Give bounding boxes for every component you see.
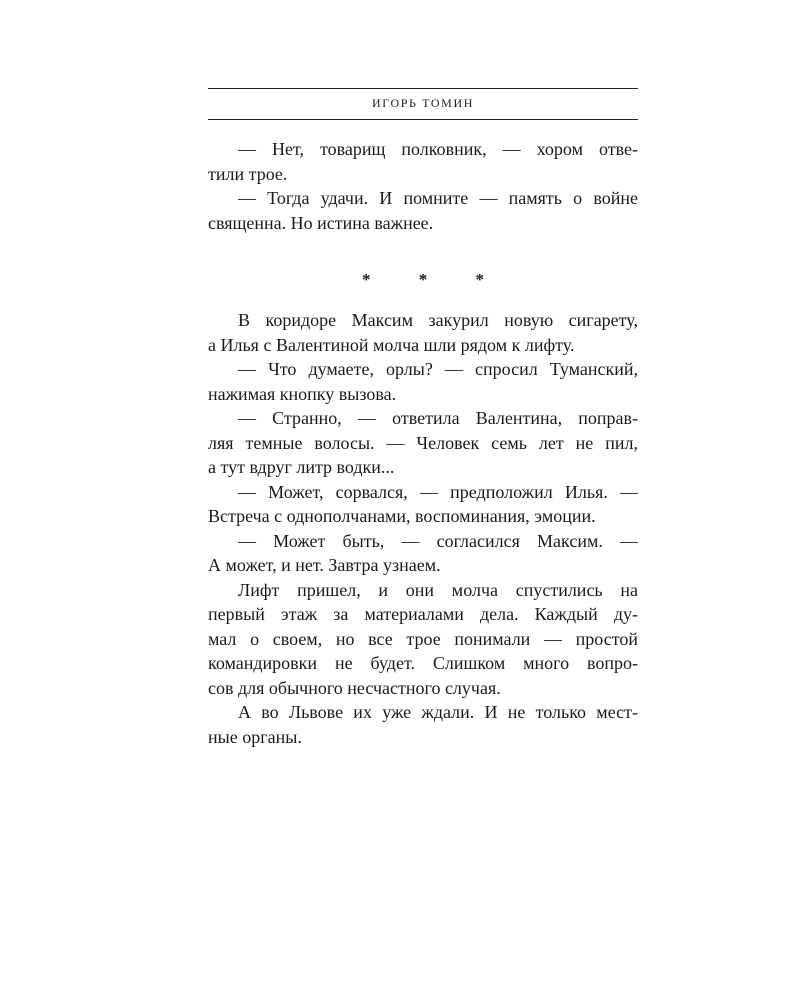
text-line: — Может, сорвался, — предположил Илья. — — [238, 481, 638, 502]
text-line: мал о своем, но все трое понимали — простой — [208, 628, 638, 649]
section-break: * * * — [362, 270, 506, 289]
text-line: — Нет, товарищ полковник, — хором отве- — [238, 139, 638, 159]
text-line: ляя темные волосы. — Человек семь лет не пил, — [208, 432, 638, 453]
text-line: сов для обычного несчастного случая. — [208, 677, 501, 698]
header-rule-bottom — [208, 119, 638, 120]
text-line: командировки не будет. Слишком много вопро- — [208, 653, 638, 673]
text-line: а тут вдруг литр водки... — [208, 457, 395, 477]
text-line: — Тогда удачи. И помните — память о войне — [238, 188, 638, 208]
text-line: В коридоре Максим закурил новую сигарету, — [238, 310, 638, 330]
text-line: первый этаж за материалами дела. Каждый ду- — [208, 604, 638, 624]
running-head: ИГОРЬ ТОМИН — [372, 96, 474, 110]
text-line: А во Львове их уже ждали. И не только мест- — [238, 702, 638, 722]
text-line: Встреча с однополчанами, воспоминания, эмоции. — [208, 506, 596, 526]
text-line: — Что думаете, орлы? — спросил Туманский, — [238, 359, 638, 379]
text-line: священна. Но истина важнее. — [208, 212, 434, 233]
text-line: — Может быть, — согласился Максим. — — [238, 530, 638, 551]
text-line: тили трое. — [208, 163, 288, 184]
text-line: — Странно, — ответила Валентина, поправ- — [238, 408, 638, 428]
header-rule-top — [208, 88, 638, 89]
text-block-dialogue-end — [208, 137, 638, 235]
text-block-corridor-scene — [208, 308, 638, 749]
text-line: нажимая кнопку вызова. — [208, 383, 397, 404]
text-line: А может, и нет. Завтра узнаем. — [208, 555, 441, 575]
text-line: а Илья с Валентиной молча шли рядом к лифту. — [208, 334, 575, 355]
text-line: Лифт пришел, и они молча спустились на — [238, 579, 638, 600]
text-line: ные органы. — [208, 726, 302, 747]
